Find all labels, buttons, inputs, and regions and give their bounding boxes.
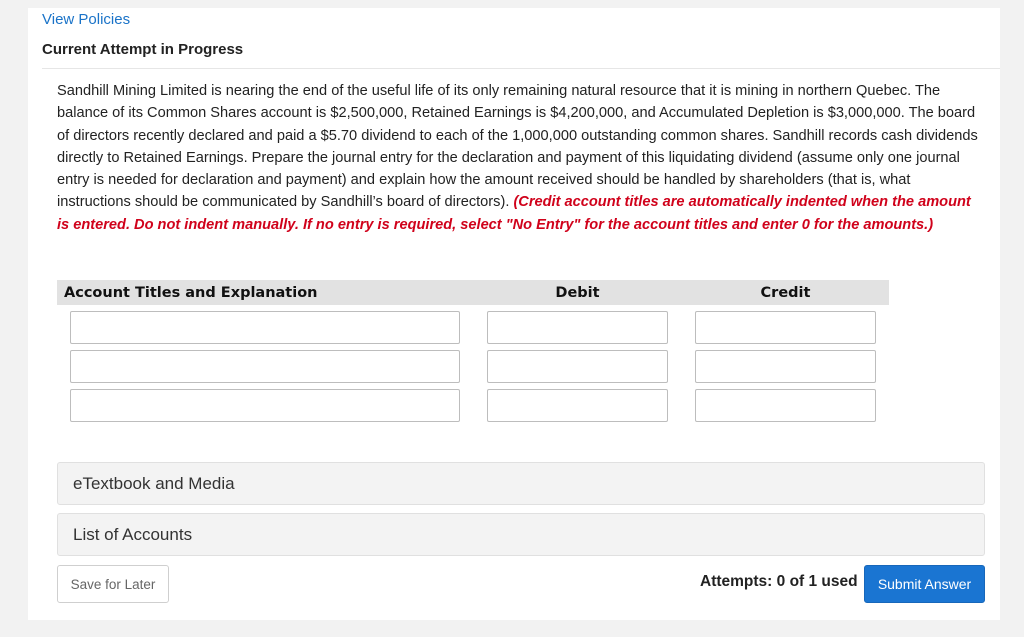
question-text: Sandhill Mining Limited is nearing the end of the useful life of its only remaining natural resource that it is mining in northern Quebec. The balance of its Common Shares account is $2,500,000, Retained Earnings is $4,200,000, and Accumulated Depletion is $3,000,000. The board of directors recently declared and paid a $5.70 dividend to each of the 1,000,000 outstanding common shares. Sandhill records cash dividends directly to Retained Earnings. Prepare the journal entry for the declaration and payment of this liquidating dividend (assume only one journal entry is needed for declaration and payment) and explain how the amount received should be handled by shareholders (that is, what instructions should be communicated by Sandhill’s board of directors). [57,83,978,211]
attempts-counter: Attempts: 0 of 1 used [700,573,858,590]
list-of-accounts-section[interactable]: List of Accounts [57,513,985,556]
journal-header [57,280,889,305]
debit-input[interactable] [487,350,668,383]
credit-input[interactable] [695,311,876,344]
view-policies-link[interactable]: View Policies [42,11,131,28]
debit-input[interactable] [487,389,668,422]
credit-input[interactable] [695,350,876,383]
journal-row [57,389,889,422]
credit-input[interactable] [695,389,876,422]
journal-row [57,350,889,383]
header-account-titles: Account Titles and Explanation [64,284,318,301]
account-title-input[interactable] [70,389,460,422]
header-debit: Debit [555,284,600,301]
question-card [28,8,1000,620]
divider [42,68,1000,69]
debit-input[interactable] [487,311,668,344]
journal-row [57,311,889,344]
question-body [57,80,985,236]
account-title-input[interactable] [70,350,460,383]
submit-answer-button[interactable]: Submit Answer [864,565,985,603]
header-credit: Credit [760,284,811,301]
etextbook-media-section[interactable]: eTextbook and Media [57,462,985,505]
account-title-input[interactable] [70,311,460,344]
question-instruction: (Credit account titles are automatically indented when the amount is entered. Do not indent manually. If no entry is required, select "No Entry" for the account titles and enter 0 for the amounts.) [57,194,971,233]
journal-entry-table [57,280,889,422]
save-for-later-button[interactable]: Save for Later [57,565,169,603]
attempt-heading: Current Attempt in Progress [42,41,244,58]
